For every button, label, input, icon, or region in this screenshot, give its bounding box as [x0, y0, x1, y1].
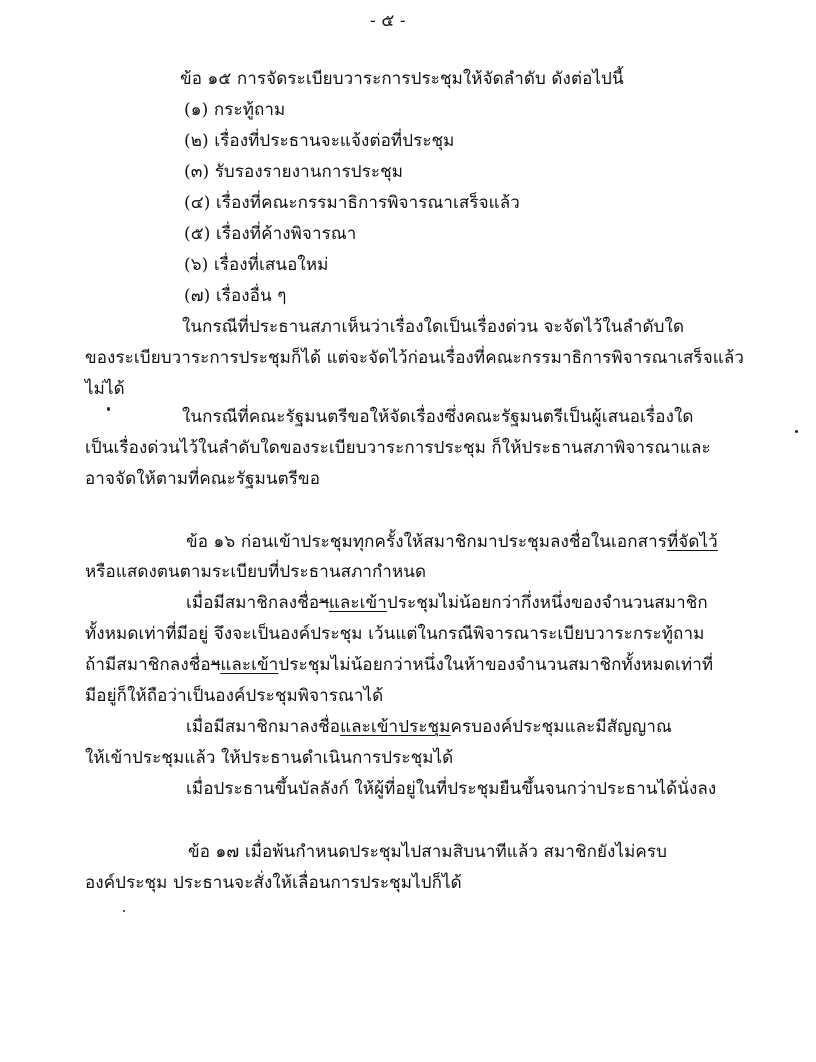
- paragraph-line: [85, 653, 713, 677]
- underlined-text: และเข้า: [220, 655, 279, 675]
- scan-speck: [795, 430, 798, 433]
- text-run: เมื่อมีสมาชิกลงชื่อ: [186, 593, 320, 613]
- paragraph-line: ในกรณีที่ประธานสภาเห็นว่าเรื่องใดเป็นเรื่องด่วน จะจัดไว้ในลำดับใด: [182, 317, 685, 337]
- agenda-item: (๖) เรื่องที่เสนอใหม่: [184, 255, 329, 275]
- struck-text: ฯ: [319, 593, 329, 613]
- paragraph-line: [186, 591, 708, 615]
- clause-17-heading: ข้อ ๑๗ เมื่อพ้นกำหนดประชุมไปสามสิบนาทีแล้ว สมาชิกยังไม่ครบ: [188, 842, 667, 862]
- paragraph-line: ไม่ได้: [85, 379, 125, 399]
- scan-speck: [123, 910, 125, 912]
- paragraph-line: เมื่อประธานขึ้นบัลลังก์ ให้ผู้ที่อยู่ในที่ประชุมยืนขึ้นจนกว่าประธานได้นั่งลง: [186, 779, 717, 799]
- agenda-item: (๔) เรื่องที่คณะกรรมาธิการพิจารณาเสร็จแล้ว: [184, 193, 520, 213]
- text-run: ประชุมไม่น้อยกว่ากึ่งหนึ่งของจำนวนสมาชิก: [386, 593, 708, 613]
- underlined-text: ที่จัดไว้: [667, 532, 718, 552]
- agenda-item: (๑) กระทู้ถาม: [184, 100, 286, 120]
- paragraph-line: อาจจัดให้ตามที่คณะรัฐมนตรีขอ: [85, 469, 321, 489]
- agenda-item: (๕) เรื่องที่ค้างพิจารณา: [184, 224, 357, 244]
- paragraph-line: ในกรณีที่คณะรัฐมนตรีขอให้จัดเรื่องซึ่งคณะรัฐมนตรีเป็นผู้เสนอเรื่องใด: [182, 407, 694, 427]
- paragraph-line: หรือแสดงตนตามระเบียบที่ประธานสภากำหนด: [85, 562, 427, 582]
- paragraph-line: มีอยู่ก็ให้ถือว่าเป็นองค์ประชุมพิจารณาได้: [85, 686, 384, 706]
- text-run: เมื่อมีสมาชิกมาลงชื่อ: [186, 717, 341, 737]
- paragraph-line: ของระเบียบวาระการประชุมก็ได้ แต่จะจัดไว้ก่อนเรื่องที่คณะกรรมาธิการพิจารณาเสร็จแล้ว: [85, 348, 745, 368]
- paragraph-line: เป็นเรื่องด่วนไว้ในลำดับใดของระเบียบวาระการประชุม ก็ให้ประธานสภาพิจารณาและ: [85, 438, 711, 458]
- page-number: - ๕ -: [370, 11, 406, 31]
- paragraph-line: ทั้งหมดเท่าที่มีอยู่ จึงจะเป็นองค์ประชุม เว้นแต่ในกรณีพิจารณาระเบียบวาระกระทู้ถาม: [85, 624, 705, 644]
- underlined-text: และเข้าประชุม: [340, 717, 451, 737]
- clause-16-heading: [186, 530, 718, 554]
- text-run: ประชุมไม่น้อยกว่าหนึ่งในห้าของจำนวนสมาชิกทั้งหมดเท่าที่: [278, 655, 714, 675]
- scan-speck: [107, 407, 110, 411]
- clause-16-text: ข้อ ๑๖ ก่อนเข้าประชุมทุกครั้งให้สมาชิกมาประชุมลงชื่อในเอกสาร: [186, 532, 667, 552]
- text-run: ครบองค์ประชุมและมีสัญญาณ: [450, 717, 672, 737]
- paragraph-line: ให้เข้าประชุมแล้ว ให้ประธานดำเนินการประชุมได้: [85, 748, 454, 768]
- paragraph-line: องค์ประชุม ประธานจะสั่งให้เลื่อนการประชุมไปก็ได้: [85, 873, 462, 893]
- text-run: ถ้ามีสมาชิกลงชื่อ: [85, 655, 211, 675]
- agenda-item: (๓) รับรองรายงานการประชุม: [184, 162, 404, 182]
- struck-text: ฯ: [210, 655, 221, 675]
- clause-15-heading: ข้อ ๑๕ การจัดระเบียบวาระการประชุมให้จัดลำดับ ดังต่อไปนี้: [180, 69, 624, 89]
- agenda-item: (๒) เรื่องที่ประธานจะแจ้งต่อที่ประชุม: [184, 131, 455, 151]
- paragraph-line: [186, 715, 672, 739]
- underlined-text: และเข้า: [328, 593, 387, 613]
- agenda-item: (๗) เรื่องอื่น ๆ: [184, 286, 287, 306]
